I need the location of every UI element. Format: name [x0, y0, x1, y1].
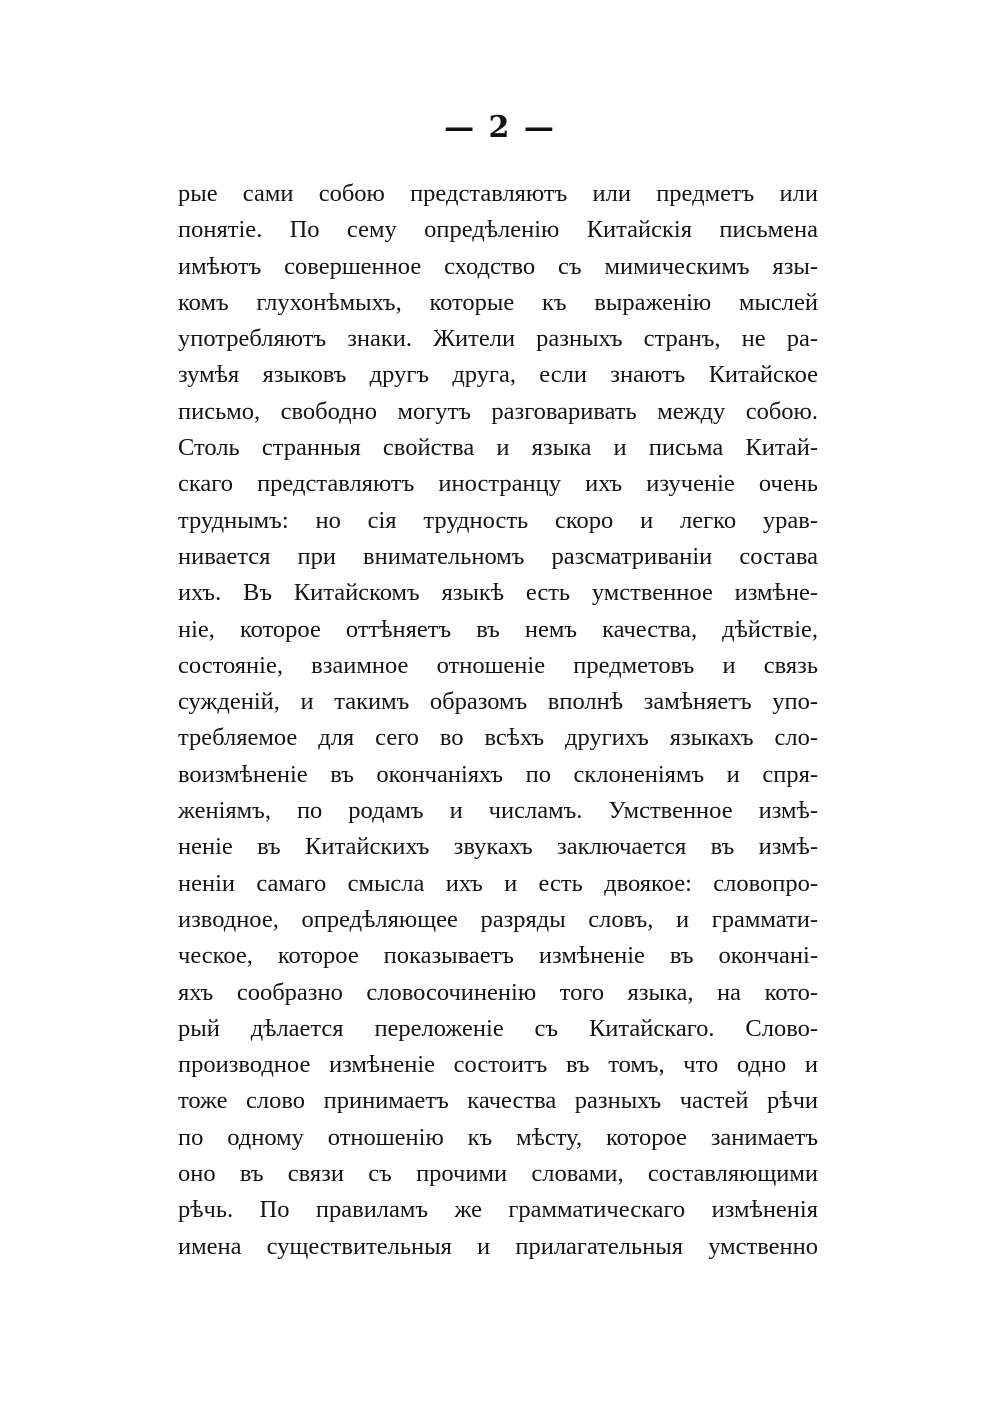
text-line: понятіе. По сему опредѣленію Китайскія письмена [178, 216, 818, 244]
text-line: зумѣя языковъ другъ друга, если знаютъ Китайское [178, 361, 818, 389]
text-line: производное измѣненіе состоитъ въ томъ, что одно и [178, 1051, 818, 1079]
text-line: яхъ сообразно словосочиненію того языка, на кото- [178, 978, 818, 1006]
text-line: имѣютъ совершенное сходство съ мимическимъ язы- [178, 252, 818, 280]
text-line: имена существительныя и прилагательныя умственно [178, 1232, 818, 1260]
text-line: письмо, свободно могутъ разговаривать между собою. [178, 397, 818, 425]
text-line: состояніе, взаимное отношеніе предметовъ и связь [178, 651, 818, 679]
text-line: по одному отношенію къ мѣсту, которое занимаетъ [178, 1123, 818, 1151]
text-line: воизмѣненіе въ окончаніяхъ по склоненіямъ и спря- [178, 760, 818, 788]
text-line: рѣчь. По правиламъ же грамматическаго измѣненія [178, 1196, 818, 1224]
text-line: требляемое для сего во всѣхъ другихъ языкахъ сло- [178, 724, 818, 752]
text-line: труднымъ: но сія трудность скоро и легко урав- [178, 506, 818, 534]
text-line: женіямъ, по родамъ и числамъ. Умственное измѣ- [178, 797, 818, 825]
page-number: — 2 — [444, 110, 556, 145]
text-line: сужденій, и такимъ образомъ вполнѣ замѣняетъ упо- [178, 688, 818, 716]
text-line: рый дѣлается переложеніе съ Китайскаго. Слово- [178, 1014, 818, 1042]
text-line: тоже слово принимаетъ качества разныхъ частей рѣчи [178, 1087, 818, 1115]
text-line: неніе въ Китайскихъ звукахъ заключается въ измѣ- [178, 833, 818, 861]
text-line: изводное, опредѣляющее разряды словъ, и граммати- [178, 905, 818, 933]
text-line: оно въ связи съ прочими словами, составляющими [178, 1160, 818, 1188]
text-line: употребляютъ знаки. Жители разныхъ странъ, не ра- [178, 325, 818, 353]
text-line: ніе, которое оттѣняетъ въ немъ качества, дѣйствіе, [178, 615, 818, 643]
text-line: Столь странныя свойства и языка и письма Китай- [178, 434, 818, 462]
text-line: комъ глухонѣмыхъ, которые къ выраженію мыслей [178, 288, 818, 316]
text-line: ихъ. Въ Китайскомъ языкѣ есть умственное измѣне- [178, 579, 818, 607]
text-line: скаго представляютъ иностранцу ихъ изученіе очень [178, 470, 818, 498]
text-line: рые сами собою представляютъ или предметъ или [178, 180, 818, 207]
text-line: неніи самаго смысла ихъ и есть двоякое: словопро- [178, 869, 818, 897]
text-line: нивается при внимательномъ разсматриваніи состава [178, 542, 818, 570]
text-line: ческое, которое показываетъ измѣненіе въ окончані- [178, 942, 818, 970]
body-text [178, 176, 818, 1265]
